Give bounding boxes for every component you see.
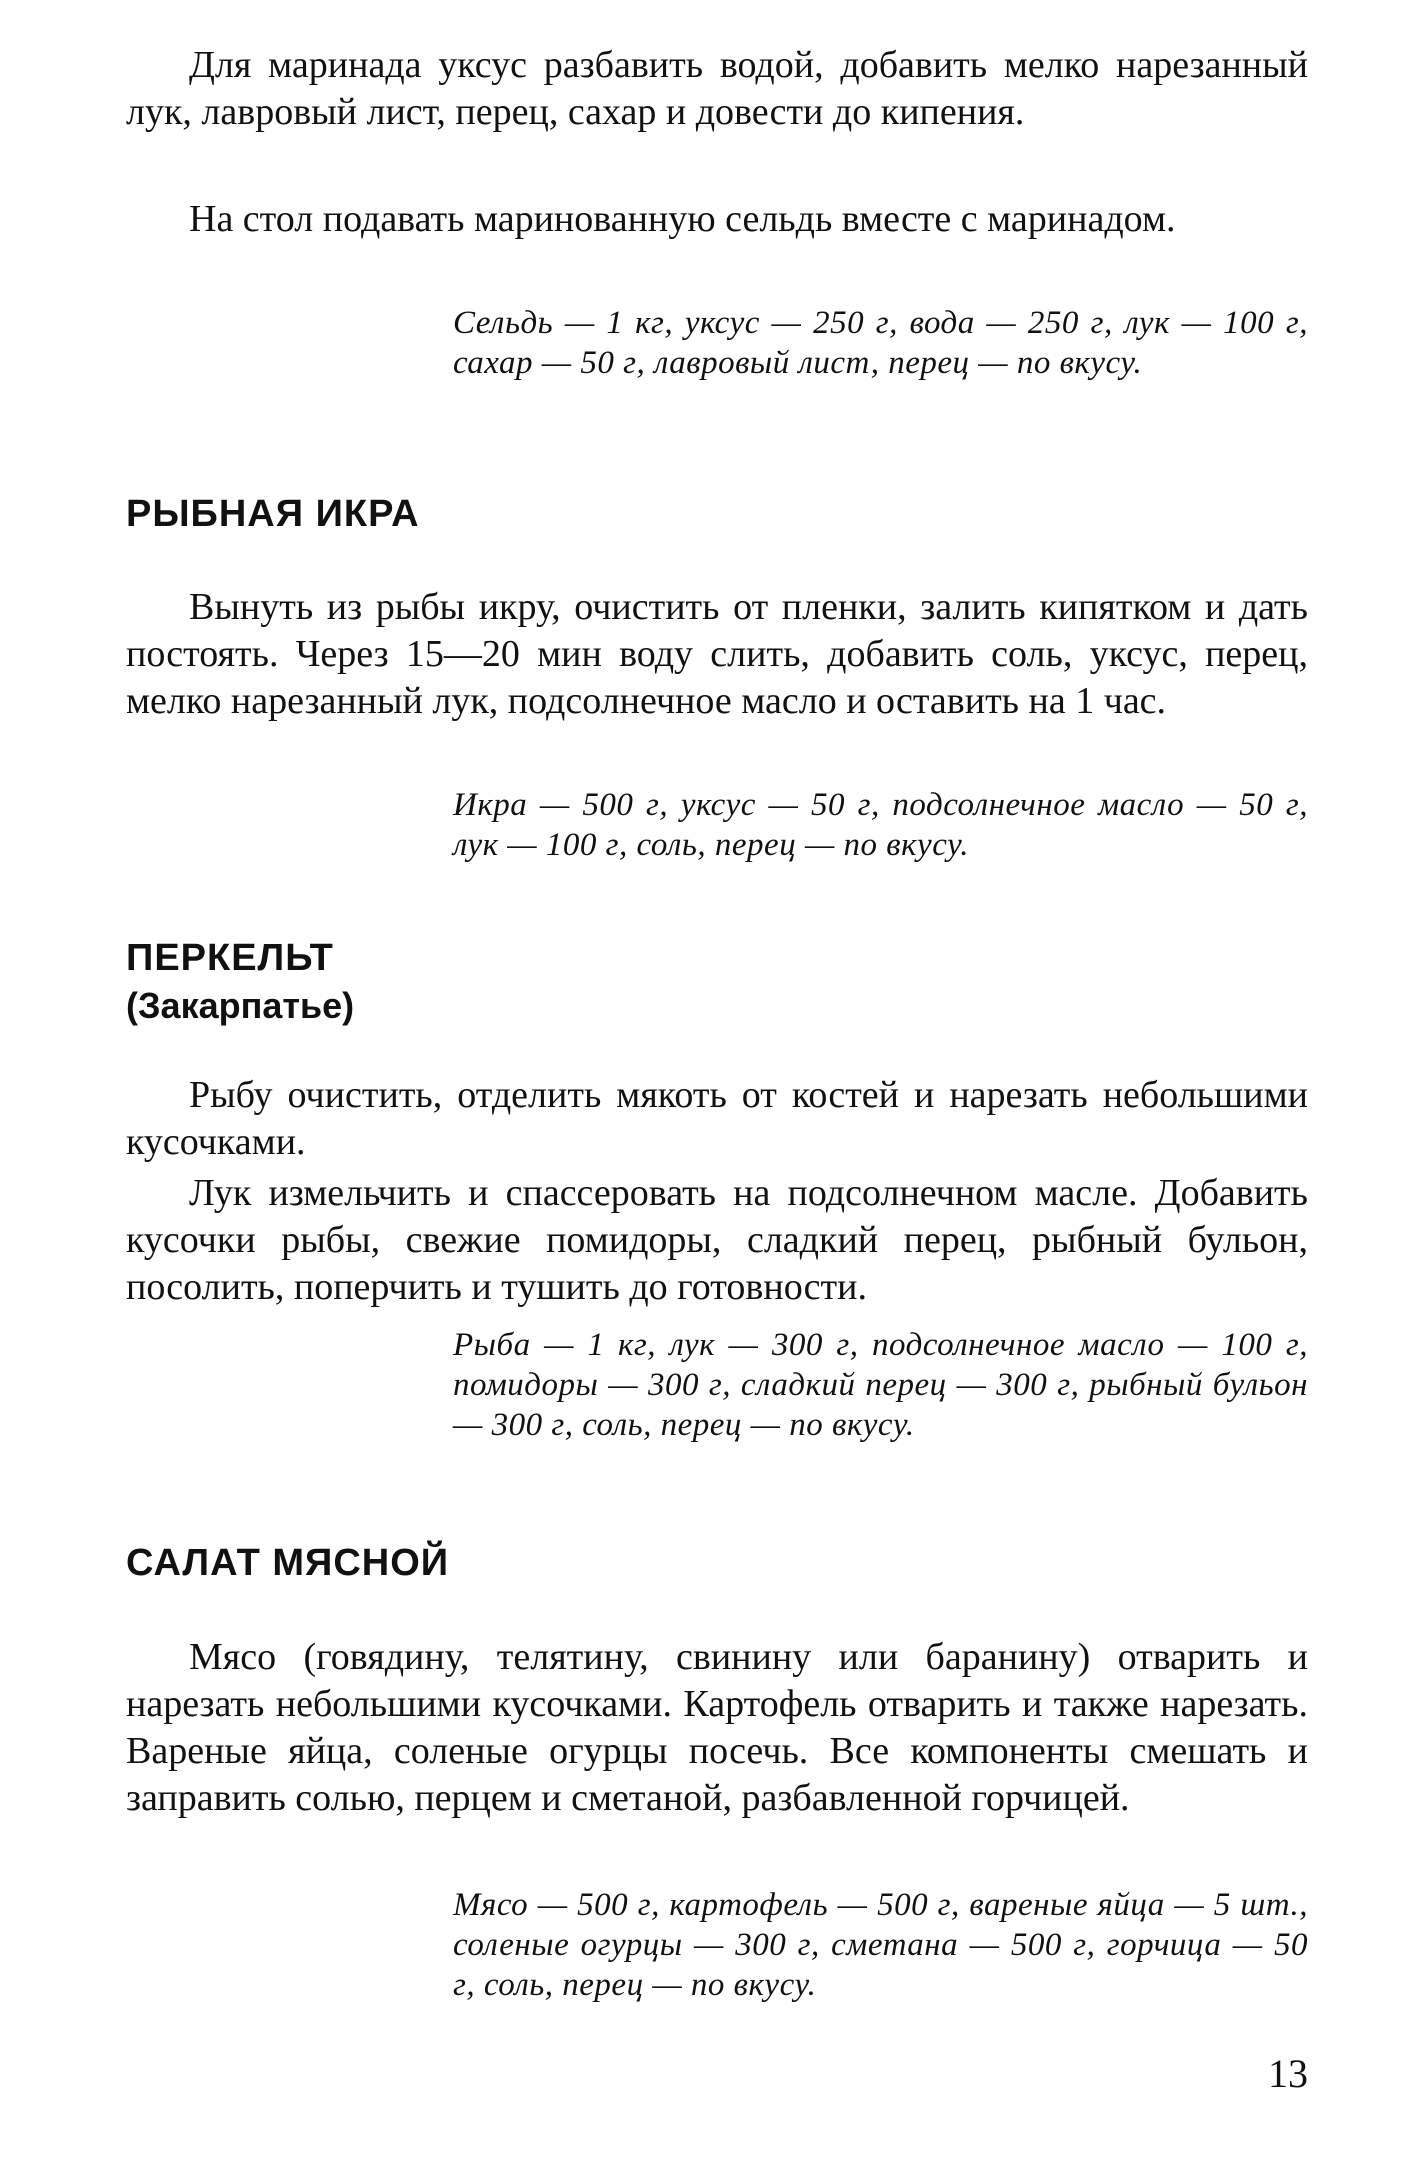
herring-serving-paragraph: На стол подавать маринованную сельдь вместе с маринадом. [189,198,1176,240]
perkelt-paragraph-2: Лук измельчить и спассеровать на подсолнечном масле. Добавить кусочки рыбы, свежие помидоры, сладкий перец, рыбный бульон, посолить, поперчить и тушить до готовности. [126,1172,1308,1308]
page-number: 13 [1268,2051,1308,2096]
meat-salad-title: САЛАТ МЯСНОЙ [126,1542,450,1584]
perkelt-subtitle: (Закарпатье) [126,985,355,1026]
perkelt-paragraph-1: Рыбу очистить, отделить мякоть от костей и нарезать небольшими кусочками. [126,1074,1308,1163]
meat-salad-ingredients: Мясо — 500 г, картофель — 500 г, вареные яйца — 5 шт., соленые огурцы — 300 г, сметана — 500 г, горчица — 50 г, соль, перец — по вкусу. [453,1887,1308,2003]
meat-salad-paragraph: Мясо (говядину, телятину, свинину или баранину) отварить и нарезать небольшими кусочками. Картофель отварить и также нарезать. Вареные яйца, соленые огурцы посечь. Все компоненты смешать и заправить солью, перцем и сметаной, разбавленной горчицей. [126,1636,1308,1819]
herring-ingredients: Сельдь — 1 кг, уксус — 250 г, вода — 250 г, лук — 100 г, сахар — 50 г, лавровый лист, перец — по вкусу. [453,305,1308,381]
perkelt-title: ПЕРКЕЛЬТ [126,937,334,979]
fish-roe-ingredients: Икра — 500 г, уксус — 50 г, подсолнечное масло — 50 г, лук — 100 г, соль, перец — по вкусу. [453,787,1308,863]
fish-roe-title: РЫБНАЯ ИКРА [126,493,420,535]
perkelt-ingredients: Рыба — 1 кг, лук — 300 г, подсолнечное масло — 100 г, помидоры — 300 г, сладкий перец — 300 г, рыбный бульон — 300 г, соль, перец — по вкусу. [453,1327,1308,1443]
herring-marinade-paragraph: Для маринада уксус разбавить водой, добавить мелко нарезанный лук, лавровый лист, перец, сахар и довести до кипения. [126,44,1308,133]
fish-roe-paragraph: Вынуть из рыбы икру, очистить от пленки, залить кипятком и дать постоять. Через 15—20 мин воду слить, добавить соль, уксус, перец, мелко нарезанный лук, подсолнечное масло и оставить на 1 час. [126,586,1308,722]
